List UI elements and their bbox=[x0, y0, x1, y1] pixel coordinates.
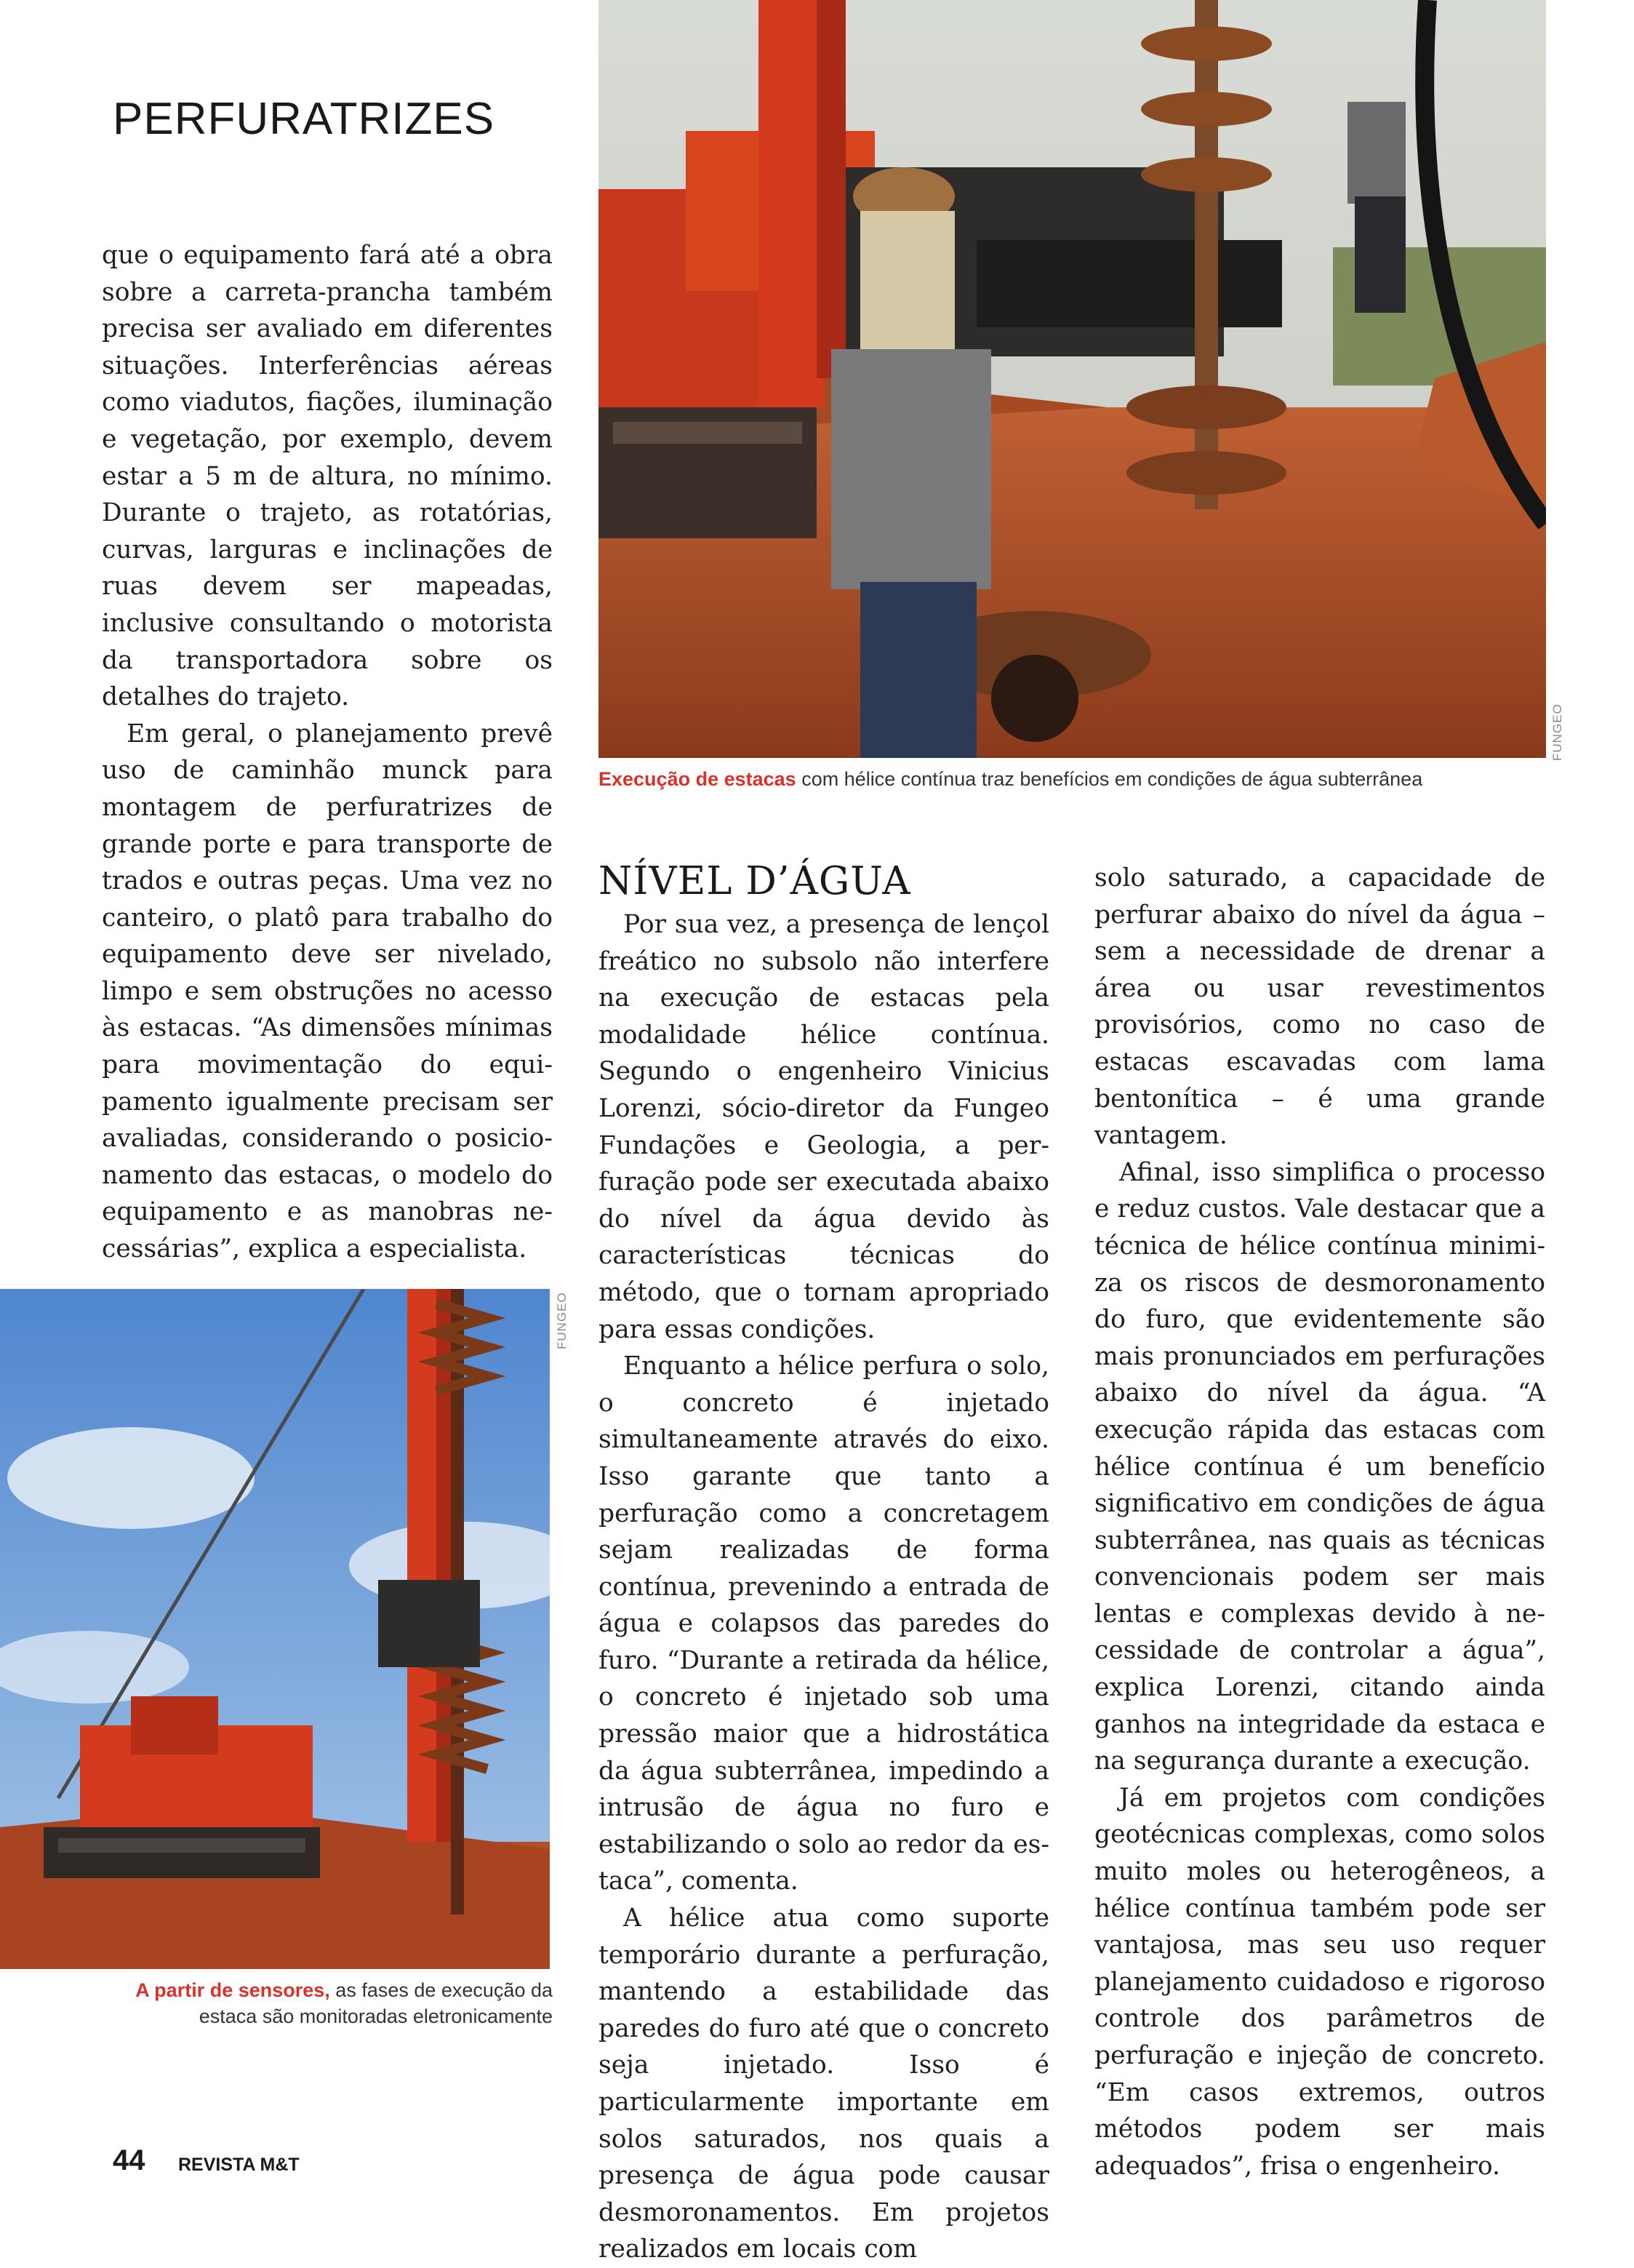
paragraph: Em geral, o planejamento prevê uso de caminhão munck para montagem de perfuratrizes de grande porte e para transporte de trados e outras peças. Uma vez no canteiro, o platô para trabalho do equipamento deve ser nivelado, limpo e sem obstruções no acesso às estacas. “As dimensões mínimas para movimentação do equipamento igualmente precisam ser avaliadas, considerando o posicionamento das estacas, o modelo do equipamento e as manobras necessárias”, explica a especialista. bbox=[102, 719, 553, 1264]
caption-lead: Execução de estacas bbox=[598, 768, 796, 790]
body-column-3 bbox=[1094, 860, 1545, 2184]
paragraph: Enquanto a hélice perfura o solo, o concreto é injetado simultaneamente através do eixo. Isso garante que tanto a perfuração como a concretagem sejam realizadas de forma contínua, prevenindo a entrada de água e colapsos das paredes do furo. “Durante a retirada da hélice, o concreto é injetado sob uma pressão maior que a hidrostática da água subterrânea, impedindo a intrusão de água no furo e estabilizando o solo ao redor da estaca”, comenta. bbox=[598, 1351, 1049, 1896]
page-number: 44 bbox=[113, 2144, 145, 2176]
paragraph: Já em projetos com condições geotécnicas complexas, como solos muito moles ou heterogêneos, a hélice contínua também pode ser vantajosa, mas seu uso requer planejamento cuidadoso e rigoroso controle dos parâmetros de perfuração e injeção de concreto. “Em casos extremos, outros métodos podem ser mais adequados”, frisa o engenheiro. bbox=[1094, 1783, 1545, 2181]
paragraph: Afinal, isso simplifica o processo e reduz custos. Vale destacar que a técnica de hélice contínua minimiza os riscos de desmoronamento do furo, que evidentemente são mais pronunciados em perfurações abaixo do nível da água. “A execução rápida das estacas com hélice contínua é um benefício significativo em condições de água subterrânea, nas quais as técnicas convencionais podem ser mais lentas e complexas devido à necessidade de controlar a água”, explica Lorenzi, citando ainda ganhos na integridade da estaca e na segurança durante a execução. bbox=[1094, 1157, 1545, 1776]
photo-credit: FUNGEO bbox=[1550, 703, 1564, 761]
drilling-rig-photo bbox=[598, 0, 1546, 758]
body-column-2 bbox=[598, 906, 1049, 2268]
magazine-name: REVISTA M&T bbox=[178, 2155, 300, 2175]
photo-caption bbox=[598, 766, 1544, 792]
caption-text: as fases de execução da estaca são monitoradas eletronicamente bbox=[199, 1979, 553, 2027]
body-column-1 bbox=[102, 237, 553, 1268]
section-heading: NÍVEL D’ÁGUA bbox=[598, 859, 911, 903]
paragraph: solo saturado, a capacidade de perfurar abaixo do nível da água – sem a necessidade de drenar a área ou usar revestimentos provisórios, como no caso de estacas escavadas com lama bentonítica – é uma grande vantagem. bbox=[1094, 863, 1545, 1151]
section-header: PERFURATRIZES bbox=[113, 94, 495, 144]
photo-credit: FUNGEO bbox=[555, 1292, 569, 1349]
caption-text: com hélice contínua traz benefícios em condições de água subterrânea bbox=[796, 768, 1423, 790]
paragraph: A hélice atua como suporte temporário durante a perfuração, mantendo a estabilidade das paredes do furo até que o concreto seja injetado. Isso é particularmente importante em solos saturados, nos quais a presença de água pode causar desmoronamentos. Em projetos realizados em locais com bbox=[598, 1904, 1049, 2264]
sensor-rig-photo bbox=[0, 1289, 550, 1969]
caption-lead: A partir de sensores, bbox=[135, 1979, 330, 2001]
photo-caption bbox=[102, 1977, 553, 2029]
paragraph: que o equipamento fará até a obra sobre a carreta-prancha também precisa ser avaliado em diferentes situações. Interferências aéreas como viadutos, fiações, iluminação e vegetação, por exemplo, devem estar a 5 m de altura, no mínimo. Durante o trajeto, as rotatórias, curvas, larguras e inclinações de ruas devem ser mapeadas, inclusive consultando o motorista da transportadora sobre os detalhes do trajeto. bbox=[102, 241, 553, 712]
paragraph: Por sua vez, a presença de lençol freático no subsolo não interfere na execução de estacas pela modalidade hélice contínua. Segundo o engenheiro Vinicius Lorenzi, sócio-diretor da Fungeo Fundações e Geologia, a perfuração pode ser executada abaixo do nível da água devido às características técnicas do método, que o tornam apropriado para essas condições. bbox=[598, 910, 1049, 1344]
